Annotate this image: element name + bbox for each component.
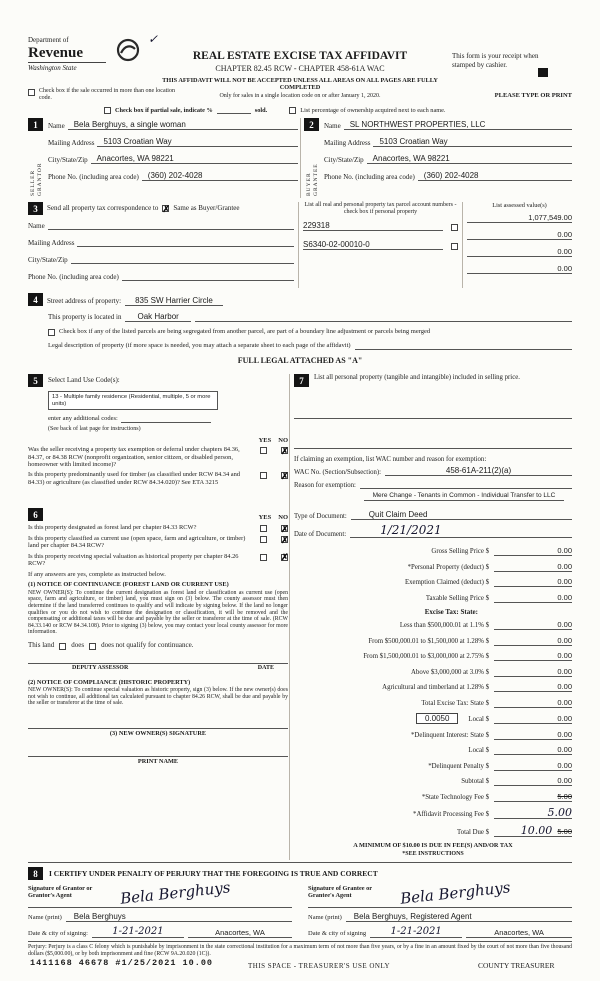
tax-correspondence-section [28, 202, 294, 288]
q-historic-yes-checkbox[interactable] [260, 554, 267, 561]
assessed-value-field[interactable]: 0.00 [467, 247, 572, 257]
please-type-label: PLEASE TYPE OR PRINT [494, 92, 572, 99]
corr-name-field[interactable] [48, 221, 294, 230]
q-exemption-no-checkbox[interactable]: ✗ [281, 445, 289, 456]
form-chapter: CHAPTER 82.45 RCW - CHAPTER 458-61A WAC [215, 64, 385, 73]
partial-sale-percent-field[interactable] [217, 106, 251, 114]
cashier-stamp: 1411168 46678 #1/25/2021 10.00 [30, 958, 214, 968]
delinquent-interest-local-field[interactable]: 0.00 [494, 745, 572, 755]
multi-location-checkbox[interactable] [28, 89, 35, 96]
notice1-title: (1) NOTICE OF CONTINUANCE (FOREST LAND OR CURRENT USE) [28, 581, 229, 589]
personal-property-field-2[interactable] [294, 419, 572, 449]
seller-city-field[interactable]: Anacortes, WA 98221 [91, 154, 298, 164]
state-technology-fee-field[interactable]: 5.00 [494, 792, 572, 802]
gross-selling-price-field[interactable]: 0.00 [494, 546, 572, 556]
taxable-selling-price-field[interactable]: 0.00 [494, 593, 572, 603]
form-warning: THIS AFFIDAVIT WILL NOT BE ACCEPTED UNLESS ALL AREAS ON ALL PAGES ARE FULLY COMPLETED [162, 77, 438, 92]
grantor-signature[interactable]: Bela Berghuys [119, 878, 232, 908]
deputy-assessor-signature-field[interactable] [28, 650, 288, 664]
q-timber-yes-checkbox[interactable] [260, 472, 267, 479]
if-yes-note: If any answers are yes, complete as instructed below. [28, 570, 166, 578]
parcel-number-field[interactable]: 229318 [303, 221, 443, 231]
see-instructions-note: *SEE INSTRUCTIONS [402, 851, 464, 858]
buyer-mailing-field[interactable]: 5103 Croatian Way [373, 137, 572, 147]
q-currentuse-yes-checkbox[interactable] [260, 536, 267, 543]
located-in-label: This property is located in [48, 313, 122, 322]
assessed-header: List assessed value(s) [492, 202, 547, 209]
section-7-number: 7 [294, 374, 309, 387]
buyer-section [304, 118, 572, 196]
does-label: does [71, 640, 85, 649]
legal-description-label: Legal description of property (if more space is needed, you may attach a separate sheet to each page of the affidavit) [48, 342, 351, 350]
wac-number-field[interactable]: 458-61A-211(2)(a) [385, 466, 572, 476]
personal-property-field-1[interactable] [294, 389, 572, 419]
grantee-signature-label: Signature of Grantee or Grantee's Agent [308, 884, 372, 899]
section-1-number: 1 [28, 118, 43, 131]
legal-description-field[interactable] [355, 341, 572, 350]
does-checkbox[interactable] [59, 643, 66, 650]
section-3-number: 3 [28, 202, 43, 215]
corr-mailing-label: Mailing Address [28, 239, 75, 247]
grantee-date-city-label: Date & city of signing [308, 930, 367, 938]
corr-phone-field[interactable] [122, 272, 294, 281]
assessed-value-field[interactable]: 0.00 [467, 264, 572, 274]
notice2-body: NEW OWNER(S): To continue special valuation as historic property, sign (3) below. If the new owner(s) does not wish to continue, all additional tax calculated pursuant to chapter 84.26 RCW, shall be due and payable by the seller or transferor at the time of sale. [28, 686, 288, 707]
buyer-city-label: City/State/Zip [324, 156, 364, 164]
grantee-name-print-field[interactable]: Bela Berghuys, Registered Agent [346, 912, 572, 922]
section-2-number: 2 [304, 118, 319, 131]
grantee-city-field[interactable]: Anacortes, WA [466, 928, 572, 938]
corr-city-label: City/State/Zip [28, 256, 68, 264]
exemption-claim-label: If claiming an exemption, list WAC number and reason for exemption: [294, 456, 487, 463]
exemption-claimed-field[interactable]: 0.00 [494, 577, 572, 587]
segregated-checkbox[interactable] [48, 329, 55, 336]
section3-divider-1 [298, 202, 299, 288]
perjury-notice: Perjury: Perjury is a class C felony which is punishable by imprisonment in the state correctional institution for a maximum term of not more than five years, or by a fine in an amount fixed by the court of not more than five thousand dollars ($5,000.00), or by both imprisonment and fine (RCW 9A.20.020 (1C)). [28, 941, 572, 957]
property-address-section [28, 293, 572, 366]
grantor-date-city-label: Date & city of signing: [28, 930, 88, 938]
pen-mark: ✓ [148, 32, 159, 46]
agricultural-tax-field[interactable]: 0.00 [494, 682, 572, 692]
forest-land-question: Is this property designated as forest land per chapter 84.33 RCW? ✗ [28, 523, 289, 534]
corr-city-field[interactable] [71, 255, 294, 264]
partial-sale-label: Check box if partial sale, indicate % [115, 106, 213, 114]
section12-divider [300, 118, 301, 198]
column-divider [289, 374, 290, 860]
dept-of-label: Department of [28, 36, 69, 44]
parcel-number-field[interactable]: S6340-02-00010-0 [303, 240, 443, 250]
street-address-label: Street address of property: [47, 297, 122, 306]
land-use-section [28, 374, 288, 489]
certification-section [28, 862, 572, 938]
q-currentuse-no-checkbox[interactable]: ✗ [281, 534, 289, 545]
single-location-note: Only for sales in a single location code on or after January 1, 2020. [219, 92, 381, 99]
washington-state-label: Washington State [28, 62, 106, 73]
deputy-assessor-label: DEPUTY ASSESSOR [72, 664, 129, 671]
date-label: DATE [257, 664, 274, 671]
revenue-wordmark: Revenue [28, 44, 83, 61]
document-type-label: Type of Document: [294, 513, 347, 520]
subtotal-field[interactable]: 0.00 [494, 776, 572, 786]
parcel-header: List all real and personal property tax parcel account numbers - check box if personal property [304, 202, 457, 215]
section-6-number: 6 [28, 508, 43, 521]
print-name-label: PRINT NAME [137, 758, 179, 766]
seller-mailing-field[interactable]: 5103 Croatian Way [97, 137, 298, 147]
buyer-side-label: BUYER GRANTEE [306, 163, 319, 196]
additional-codes-label: enter any additional codes: [48, 415, 118, 423]
personal-property-title: List all personal property (tangible and intangible) included in selling price. [314, 374, 520, 381]
section-8-number: 8 [28, 867, 43, 880]
tier3-tax-field[interactable]: 0.00 [494, 651, 572, 661]
additional-codes-field[interactable] [121, 415, 211, 423]
total-due-printed-value: 5.00 [557, 826, 572, 836]
q-exemption-yes-checkbox[interactable] [260, 447, 267, 454]
local-rate-box: 0.0050 [416, 713, 458, 724]
corr-name-label: Name [28, 222, 45, 230]
grantor-name-print-label: Name (print) [28, 914, 62, 922]
forest-land-section [28, 508, 288, 766]
partial-sale-row [104, 106, 572, 114]
section-5-number: 5 [28, 374, 43, 387]
new-owner-signature-label: (3) NEW OWNER(S) SIGNATURE [109, 729, 207, 737]
same-as-buyer-checkbox[interactable] [162, 205, 169, 212]
section-4-number: 4 [28, 293, 43, 306]
segregated-label: Check box if any of the listed parcels are being segregated from another parcel, are part of a boundary line adjustment or parcels being merged [59, 328, 431, 335]
parcel-numbers-block [303, 202, 458, 259]
see-back-note: (See back of last page for instructions) [48, 426, 141, 433]
seller-exemption-question: Was the seller receiving a property tax exemption or deferral under chapters 84.36, 84.37, or 84.38 RCW (nonprofit organization, senior citizen, or disabled person, homeowner with limited income)? ✗ [28, 445, 289, 468]
total-due-field[interactable]: 10.00 5.00 [494, 825, 572, 837]
grantor-signature-block [28, 878, 292, 938]
delinquent-interest-state-field[interactable]: 0.00 [494, 730, 572, 740]
personal-property-deduct-field[interactable]: 0.00 [494, 562, 572, 572]
reason-exemption-field[interactable] [360, 480, 572, 489]
ownership-label: List percentage of ownership acquired next to each name. [300, 106, 446, 114]
multi-location-row [28, 88, 188, 102]
does-not-checkbox[interactable] [89, 643, 96, 650]
grantee-name-print-label: Name (print) [308, 914, 342, 922]
total-excise-state-field[interactable]: 0.00 [494, 698, 572, 708]
reason-exemption-value[interactable]: Mere Change - Tenants in Common - Individual Transfer to LLC [364, 492, 564, 501]
wac-label: WAC No. (Section/Subsection): [294, 469, 382, 476]
street-address-field[interactable]: 835 SW Harrier Circle [125, 296, 223, 306]
located-in-field[interactable]: Oak Harbor [125, 312, 190, 322]
seller-phone-field[interactable]: (360) 202-4028 [142, 171, 298, 181]
corr-mailing-field[interactable] [77, 238, 294, 247]
parcel-1-personal-checkbox[interactable] [451, 224, 458, 231]
seller-city-label: City/State/Zip [48, 156, 88, 164]
yes-no-header: YES NO [258, 514, 288, 521]
excise-tax-table: Gross Selling Price $ 0.00 *Personal Property (deduct) $ 0.00 Exemption Claimed (deduct) $ 0.00 Taxable Selling Price $ 0.00 Excise Tax: State: Less than $500,000.01 at 1.1% $ 0.00 From $500,000.01 to $1,500,000 at 1.28% $ 0.00 From $1,500,000.01 to $3,000,000 at 2.75% $ 0.00 Above $3,000,000 at 3.0% $ 0.00 Agricultural and timberland at 1.28% $ 0.00 Total Excise Tax: State $ 0.00 0.0050 Local $ 0.00 *Delinquent Interest: State $ 0.00 Local $ 0.00 *Delinquent Penalty $ 0.00 Subtotal $ 0.00 *State Technology Fee $ 5.00 *Affidavit Processing Fee $ 5.00 Total Due $ 10.00 5.00 [294, 546, 572, 837]
historic-question: Is this property receiving special valuation as historical property per chapter 84.26 RCW? ✗ [28, 552, 289, 568]
form-title-block [150, 50, 450, 100]
seller-phone-label: Phone No. (including area code) [48, 173, 139, 181]
corr-phone-label: Phone No. (including area code) [28, 273, 119, 281]
document-type-field[interactable]: Quit Claim Deed [351, 510, 572, 520]
seller-name-field[interactable]: Bela Berghuys, a single woman [68, 120, 298, 130]
q-historic-no-checkbox[interactable]: ✗ [281, 552, 289, 563]
seller-section [28, 118, 298, 196]
located-in-field-extension[interactable] [195, 313, 572, 322]
grantor-date-field[interactable]: 1-21-2021 [92, 926, 184, 938]
document-date-label: Date of Document: [294, 531, 347, 538]
revenue-swirl-icon [116, 38, 140, 62]
affidavit-processing-fee-field[interactable]: 5.00 [494, 807, 572, 819]
buyer-city-field[interactable]: Anacortes, WA 98221 [367, 154, 572, 164]
seller-name-label: Name [48, 122, 65, 130]
assessed-value-field[interactable]: 0.00 [467, 230, 572, 240]
grantor-name-print-field[interactable]: Bela Berghuys [66, 912, 292, 922]
land-use-title: Select Land Use Code(s): [48, 376, 120, 385]
minimum-due-note: A MINIMUM OF $10.00 IS DUE IN FEE(S) AND/OR TAX [353, 842, 513, 849]
seller-mailing-label: Mailing Address [48, 139, 95, 147]
check-mark: ✗ [162, 203, 170, 214]
section3-divider-2 [462, 202, 463, 288]
buyer-name-field[interactable]: SL NORTHWEST PROPERTIES, LLC [344, 120, 572, 130]
this-land-label: This land [28, 640, 55, 649]
print-name-field[interactable] [28, 737, 288, 757]
treasurer-space-label: THIS SPACE - TREASURER'S USE ONLY [248, 962, 391, 970]
seller-side-label: SELLER GRANTOR [30, 162, 43, 196]
q-forest-yes-checkbox[interactable] [260, 525, 267, 532]
parcel-2-personal-checkbox[interactable] [451, 243, 458, 250]
document-date-field[interactable]: 1/21/2021 [350, 524, 572, 538]
excise-tax-state-header: Excise Tax: State: [424, 608, 478, 616]
current-use-question: Is this property classified as current use (open space, farm and agriculture, or timber) land per chapter 84.34 RCW? ✗ [28, 534, 289, 550]
county-treasurer-label: COUNTY TREASURER [478, 961, 555, 970]
assessed-value-field[interactable]: 1,077,549.00 [467, 213, 572, 223]
grantor-signature-label: Signature of Grantor or Grantor's Agent [28, 884, 93, 899]
tier4-tax-field[interactable]: 0.00 [494, 667, 572, 677]
buyer-phone-label: Phone No. (including area code) [324, 173, 415, 181]
notice1-body: NEW OWNER(S): To continue the current designation as forest land or classification as current use (open space, farm and agriculture, or timber) land, you must sign on (3) below. The county assessor must then determine if the land transferred continues to qualify and will indicate by signing below. If the land no longer qualifies or you do not wish to continue the designation or classification, it will be removed and the compensating or additional taxes will be due and payable by the seller or transferor at the time of sale. (RCW 84.33.140 or RCW 84.34.108). Prior to signing (3) below, you may contact your local county assessor for more information. [28, 589, 288, 636]
assessed-values-block [467, 202, 572, 274]
legal-description-value: FULL LEGAL ATTACHED AS "A" [237, 356, 363, 365]
same-as-buyer-label: Same as Buyer/Grantee [173, 204, 240, 213]
ownership-checkbox[interactable] [289, 107, 296, 114]
local-tax-field[interactable]: 0.00 [494, 714, 572, 724]
q-timber-no-checkbox[interactable]: ✗ [281, 470, 289, 481]
grantee-signature-block [308, 878, 572, 938]
sold-label: sold. [254, 106, 268, 114]
multi-location-label: Check box if the sale occurred in more than one location code. [39, 88, 175, 101]
q-forest-no-checkbox[interactable]: ✗ [281, 523, 289, 534]
land-use-code-select[interactable]: 13 - Multiple family residence (Residential, multiple, 5 or more units) [48, 391, 218, 410]
delinquent-penalty-field[interactable]: 0.00 [494, 761, 572, 771]
receipt-note: This form is your receipt when stamped by cashier. [452, 52, 539, 69]
reason-exemption-label: Reason for exemption: [294, 482, 356, 489]
grantee-date-field[interactable]: 1-21-2021 [370, 926, 462, 938]
tier1-tax-field[interactable]: 0.00 [494, 620, 572, 630]
new-owner-signature-field[interactable] [28, 707, 288, 729]
grantor-city-field[interactable]: Anacortes, WA [188, 928, 292, 938]
personal-property-section [294, 374, 572, 858]
notice2-title: (2) NOTICE OF COMPLIANCE (HISTORIC PROPERTY) [28, 678, 191, 686]
partial-sale-checkbox[interactable] [104, 107, 111, 114]
continuance-row [28, 641, 288, 650]
send-correspondence-label: Send all property tax correspondence to [47, 204, 159, 213]
form-title: REAL ESTATE EXCISE TAX AFFIDAVIT [192, 50, 408, 62]
buyer-phone-field[interactable]: (360) 202-4028 [418, 171, 572, 181]
tier2-tax-field[interactable]: 0.00 [494, 636, 572, 646]
certify-statement: I CERTIFY UNDER PENALTY OF PERJURY THAT THE FOREGOING IS TRUE AND CORRECT [49, 869, 378, 878]
revenue-logo [28, 36, 158, 72]
buyer-mailing-label: Mailing Address [324, 139, 371, 147]
grantee-signature[interactable]: Bela Berghuys [399, 878, 512, 908]
buyer-name-label: Name [324, 122, 341, 130]
timber-question: Is this property predominantly used for timber (as classified under RCW 84.34 and 84.33) or agriculture (as classified under RCW 84.34.020)? See ETA 3215 ✗ [28, 470, 289, 486]
yes-no-header: YES NO [258, 437, 288, 445]
does-not-label: does not qualify for continuance. [101, 640, 194, 649]
scan-mark [538, 68, 548, 77]
